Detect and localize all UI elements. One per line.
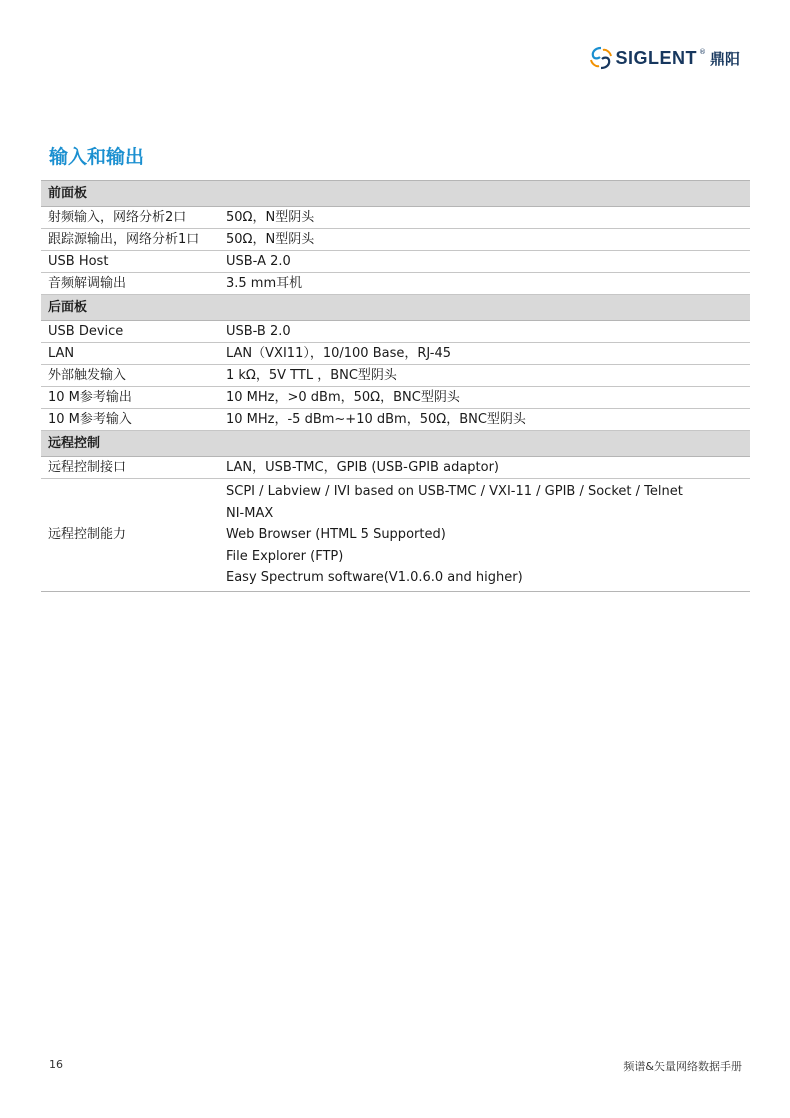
row-value-multiline	[219, 479, 750, 592]
table-row	[41, 273, 750, 295]
table-row	[41, 251, 750, 273]
row-value: USB-A 2.0	[219, 251, 750, 273]
row-value: 50Ω，N型阴头	[219, 229, 750, 251]
row-value: 50Ω，N型阴头	[219, 207, 750, 229]
row-label: USB Device	[41, 321, 219, 343]
capability-line: NI-MAX	[226, 505, 274, 521]
row-value: 1 kΩ，5V TTL ，BNC型阴头	[219, 365, 750, 387]
capability-line: Easy Spectrum software(V1.0.6.0 and higher)	[226, 570, 523, 586]
row-value: LAN，USB-TMC，GPIB (USB-GPIB adaptor)	[219, 457, 750, 479]
group-heading: 后面板	[41, 295, 750, 321]
group-heading: 前面板	[41, 181, 750, 207]
siglent-swirl-icon	[589, 46, 613, 70]
table-row-multiline	[41, 479, 750, 592]
row-label: 音频解调输出	[41, 273, 219, 295]
table-row	[41, 457, 750, 479]
group-header-front-panel	[41, 181, 750, 207]
group-header-remote-control	[41, 431, 750, 457]
logo-wordmark: SIGLENT	[615, 47, 697, 68]
row-value: LAN（VXI11），10/100 Base，RJ-45	[219, 343, 750, 365]
table-row	[41, 207, 750, 229]
siglent-logo	[589, 46, 740, 70]
io-spec-table	[41, 180, 750, 592]
row-label: 外部触发输入	[41, 365, 219, 387]
table-row	[41, 387, 750, 409]
row-label: 远程控制能力	[41, 479, 219, 592]
group-heading: 远程控制	[41, 431, 750, 457]
row-value: 3.5 mm耳机	[219, 273, 750, 295]
row-value: USB-B 2.0	[219, 321, 750, 343]
row-value: 10 MHz，-5 dBm~+10 dBm，50Ω，BNC型阴头	[219, 409, 750, 431]
table-row	[41, 321, 750, 343]
logo-registered-mark: ®	[698, 48, 706, 56]
section-title: 输入和输出	[49, 146, 145, 168]
capability-line: Web Browser (HTML 5 Supported)	[226, 527, 446, 543]
table-row	[41, 343, 750, 365]
capability-line: SCPI / Labview / IVI based on USB-TMC / VXI-11 / GPIB / Socket / Telnet	[226, 484, 683, 499]
page-number: 16	[49, 1058, 63, 1071]
row-label: LAN	[41, 343, 219, 365]
table-row	[41, 409, 750, 431]
logo-chinese-name: 鼎阳	[709, 49, 740, 68]
capability-line: File Explorer (FTP)	[226, 548, 344, 564]
row-label: 远程控制接口	[41, 457, 219, 479]
table-row	[41, 365, 750, 387]
table-row	[41, 229, 750, 251]
row-label: 射频输入，网络分析2口	[41, 207, 219, 229]
row-value: 10 MHz，>0 dBm，50Ω，BNC型阴头	[219, 387, 750, 409]
group-header-rear-panel	[41, 295, 750, 321]
row-label: USB Host	[41, 251, 219, 273]
row-label: 10 M参考输入	[41, 409, 219, 431]
document-title: 频谱&矢量网络数据手册	[623, 1060, 742, 1073]
row-label: 10 M参考输出	[41, 387, 219, 409]
row-label: 跟踪源输出，网络分析1口	[41, 229, 219, 251]
